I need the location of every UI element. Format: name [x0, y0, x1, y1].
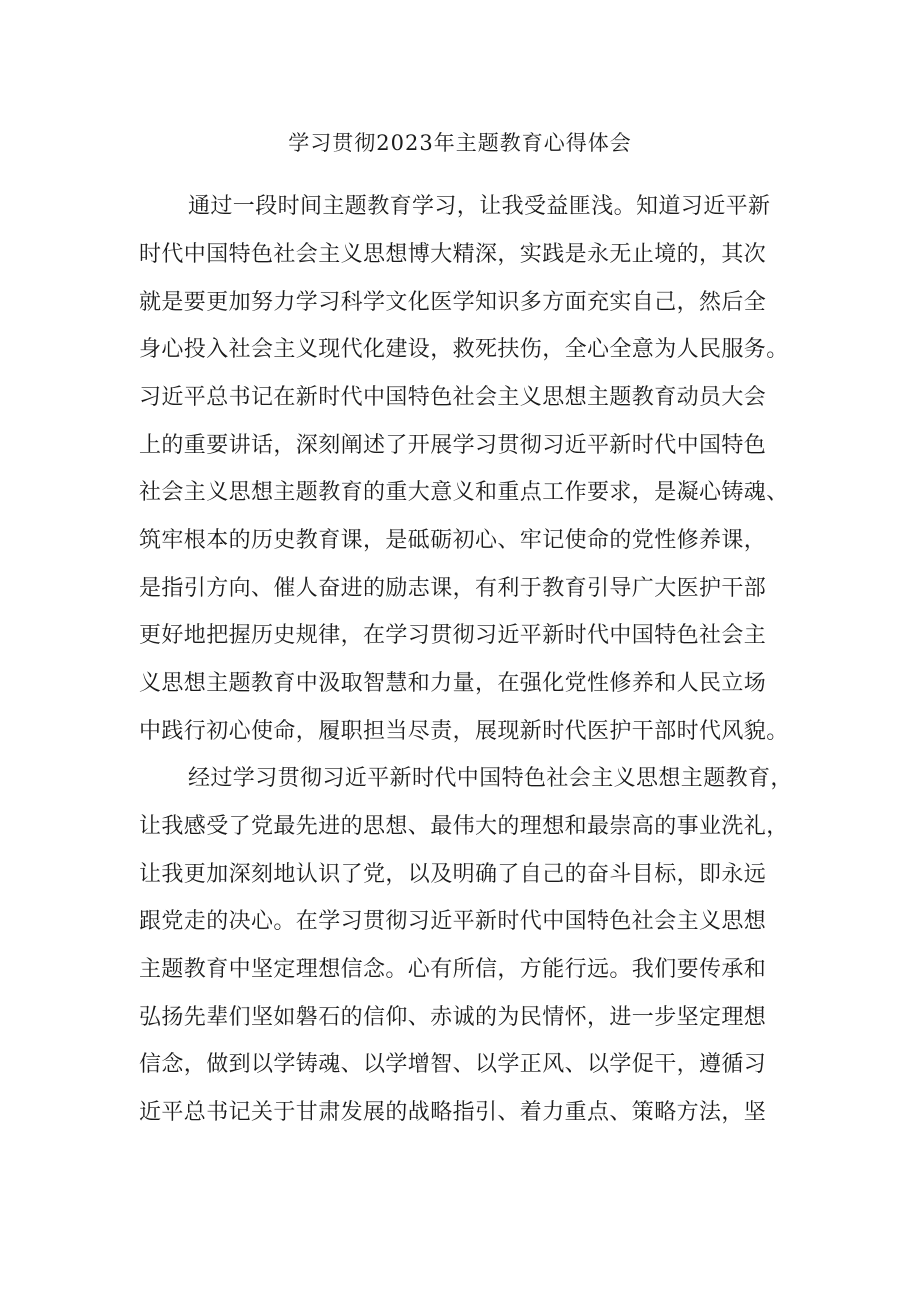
text-line: 弘扬先辈们坚如磐石的信仰、赤诚的为民情怀，进一步坚定理想: [139, 1005, 767, 1030]
text-line: 义思想主题教育中汲取智慧和力量，在强化党性修养和人民立场: [139, 671, 767, 696]
text-line: 上的重要讲话，深刻阐述了开展学习贯彻习近平新时代中国特色: [139, 433, 767, 458]
text-line: 身心投入社会主义现代化建设，救死扶伤，全心全意为人民服务。: [139, 337, 789, 362]
text-line: 是指引方向、催人奋进的励志课，有利于教育引导广大医护干部: [139, 576, 767, 601]
text-line: 筑牢根本的历史教育课，是砥砺初心、牢记使命的党性修养课，: [139, 528, 767, 553]
text-line: 更好地把握历史规律，在学习贯彻习近平新时代中国特色社会主: [139, 623, 767, 648]
text-line: 让我感受了党最先进的思想、最伟大的理想和最崇高的事业洗礼，: [139, 814, 789, 839]
text-line: 通过一段时间主题教育学习，让我受益匪浅。知道习近平新: [188, 194, 771, 219]
text-line: 跟党走的决心。在学习贯彻习近平新时代中国特色社会主义思想: [139, 909, 767, 934]
document-title: 学习贯彻2023年主题教育心得体会: [288, 131, 632, 155]
text-line: 信念，做到以学铸魂、以学增智、以学正风、以学促干，遵循习: [139, 1052, 767, 1077]
text-line: 习近平总书记在新时代中国特色社会主义思想主题教育动员大会: [139, 385, 767, 410]
text-line: 时代中国特色社会主义思想博大精深，实践是永无止境的，其次: [139, 242, 767, 267]
text-line: 社会主义思想主题教育的重大意义和重点工作要求，是凝心铸魂、: [139, 480, 789, 505]
text-line: 主题教育中坚定理想信念。心有所信，方能行远。我们要传承和: [139, 957, 767, 982]
text-line: 经过学习贯彻习近平新时代中国特色社会主义思想主题教育，: [188, 766, 793, 791]
text-line: 就是要更加努力学习科学文化医学知识多方面充实自己，然后全: [139, 290, 767, 315]
text-line: 中践行初心使命，履职担当尽责，展现新时代医护干部时代风貌。: [139, 719, 789, 744]
text-line: 让我更加深刻地认识了党，以及明确了自己的奋斗目标，即永远: [139, 862, 767, 887]
text-line: 近平总书记关于甘肃发展的战略指引、着力重点、策略方法，坚: [139, 1100, 767, 1125]
